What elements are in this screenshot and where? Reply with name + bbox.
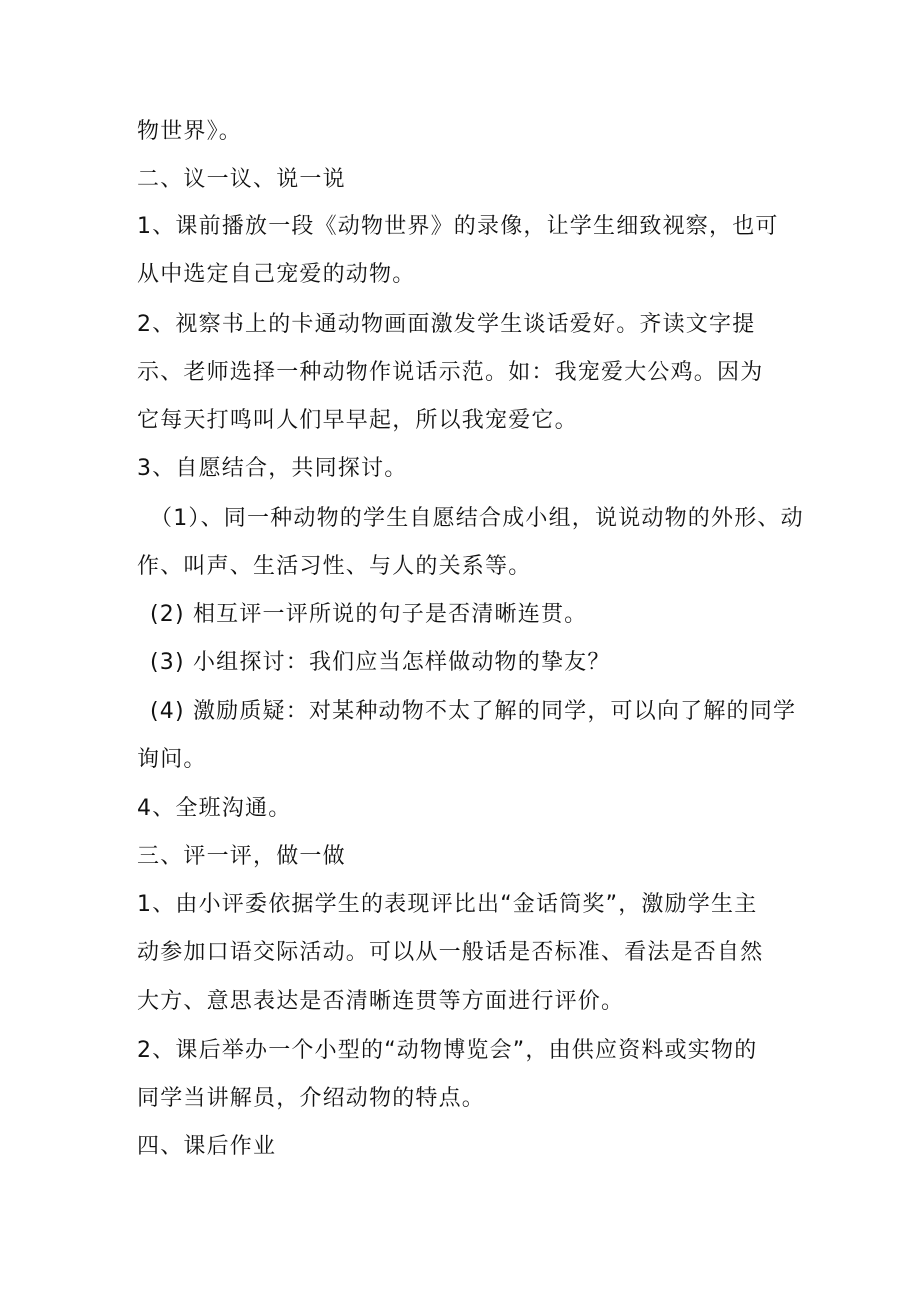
text-line: 同学当讲解员，介绍动物的特点。	[137, 1086, 486, 1111]
text-line: (3) 小组探讨：我们应当怎样做动物的挚友？	[150, 650, 611, 675]
text-line: 示、老师选择一种动物作说话示范。如：我宠爱大公鸡。因为	[137, 360, 764, 385]
text-line: 物世界》。	[137, 119, 243, 144]
text-line: 3、自愿结合，共同探讨。	[137, 456, 408, 481]
text-line: (4) 激励质疑：对某种动物不太了解的同学，可以向了解的同学	[150, 699, 797, 724]
text-line: (2) 相互评一评所说的句子是否清晰连贯。	[150, 602, 588, 627]
text-line: 2、课后举办一个小型的“动物博览会”，由供应资料或实物的	[137, 1038, 758, 1063]
text-line: 从中选定自己宠爱的动物。	[137, 262, 416, 287]
text-line: 作、叫声、生活习性、与人的关系等。	[137, 554, 532, 579]
text-line: 4、全班沟通。	[137, 796, 292, 821]
text-line: 大方、意思表达是否清晰连贯等方面进行评价。	[137, 989, 625, 1014]
text-line: （1）、同一种动物的学生自愿结合成小组，说说动物的外形、动	[150, 506, 804, 531]
text-line: 2、视察书上的卡通动物画面激发学生谈话爱好。齐读文字提	[137, 312, 756, 337]
text-line: 1、由小评委依据学生的表现评比出“金话筒奖”，激励学生主	[137, 892, 758, 917]
section-heading: 二、议一议、说一说	[137, 167, 346, 192]
text-line: 1、课前播放一段《动物世界》的录像，让学生细致视察，也可	[137, 214, 779, 239]
text-line: 它每天打鸣叫人们早早起，所以我宠爱它。	[137, 408, 578, 433]
section-heading: 三、评一评，做一做	[137, 844, 346, 869]
text-line: 询问。	[137, 747, 207, 772]
section-heading: 四、课后作业	[137, 1134, 277, 1159]
text-line: 动参加口语交际活动。可以从一般话是否标准、看法是否自然	[137, 940, 764, 965]
